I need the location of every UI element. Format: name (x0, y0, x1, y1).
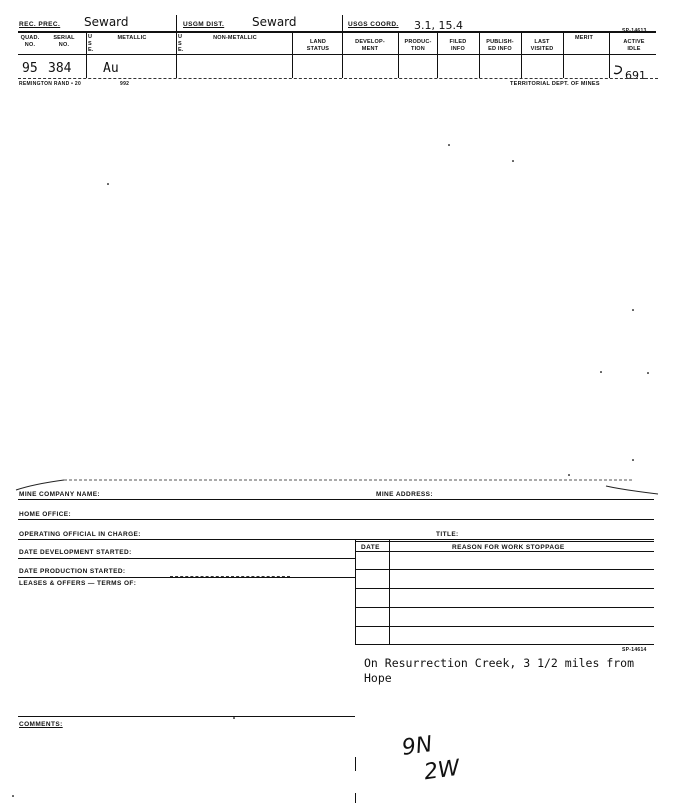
rec-prec-label: REC. PREC. (19, 21, 61, 28)
column-header-rule (18, 54, 656, 55)
rule (18, 519, 654, 520)
divider (86, 32, 87, 78)
divider (355, 793, 356, 803)
rule (18, 558, 355, 559)
footer-left-code: 992 (120, 81, 130, 87)
handwritten-range: 2W (422, 755, 462, 786)
operating-official-label: OPERATING OFFICIAL IN CHARGE: (19, 531, 141, 538)
speck (600, 371, 602, 373)
col-land-status: LAND STATUS (306, 39, 330, 52)
divider (176, 15, 177, 78)
col-last-visited: LAST VISITED (530, 39, 554, 52)
rule (18, 539, 654, 540)
footer-right: TERRITORIAL DEPT. OF MINES (510, 81, 600, 87)
col-production: PRODUC- TION (404, 39, 432, 52)
date-production-started-label: DATE PRODUCTION STARTED: (19, 568, 126, 575)
col-use-nonmetallic: U S E. (178, 34, 184, 53)
mine-address-label: MINE ADDRESS: (376, 491, 433, 498)
speck (233, 717, 235, 719)
col-use-metallic: U S E. (88, 34, 94, 53)
comments-rule (18, 716, 355, 717)
mine-company-name-label: MINE COMPANY NAME: (19, 491, 100, 498)
table-rule (356, 551, 654, 552)
usgs-coord-value: 3.1, 15.4 (414, 19, 463, 32)
table-rule (356, 569, 654, 570)
rule (356, 541, 654, 542)
divider (355, 757, 356, 771)
divider (342, 15, 343, 78)
reason-header: REASON FOR WORK STOPPAGE (452, 544, 565, 551)
col-filed-info: FILED INFO (449, 39, 467, 52)
col-published-info: PUBLISH- ED INFO (486, 39, 514, 52)
usgm-dist-label: USGM DIST. (183, 21, 225, 28)
speck (647, 372, 649, 374)
comments-label: COMMENTS: (19, 721, 63, 728)
table-rule (356, 644, 654, 645)
location-note: On Resurrection Creek, 3 1/2 miles from Hope (364, 656, 635, 685)
speck (448, 144, 450, 146)
date-development-started-label: DATE DEVELOPMENT STARTED: (19, 549, 132, 556)
rule (18, 499, 654, 500)
speck (107, 183, 109, 185)
table-rule (356, 626, 654, 627)
divider (292, 32, 293, 78)
bottom-form-number: SP-14614 (622, 647, 647, 653)
home-office-label: HOME OFFICE: (19, 511, 72, 518)
card-top-edge (14, 472, 660, 500)
divider (563, 32, 564, 78)
rule (18, 577, 355, 578)
leases-offers-label: LEASES & OFFERS — TERMS OF: (19, 580, 137, 587)
header-rule (18, 31, 656, 33)
table-left-edge (355, 539, 356, 645)
date-header: DATE (361, 544, 380, 551)
form-number: SP-14613 (622, 28, 647, 34)
col-quad-no: QUAD. NO. (20, 35, 40, 48)
active-idle-value: 691 (625, 69, 646, 82)
date-column-divider (389, 539, 390, 645)
serial-value: 384 (48, 61, 72, 76)
bottom-dashed-rule (18, 78, 658, 79)
speck (512, 160, 514, 162)
col-metallic: METALLIC (117, 35, 147, 41)
col-development: DEVELOP- MENT (355, 39, 385, 52)
footer-left: REMINGTON RAND • 20 (19, 81, 82, 87)
rec-prec-value: Seward (84, 15, 129, 29)
speck (12, 795, 14, 797)
speck (632, 309, 634, 311)
quad-value: 95 (22, 61, 38, 76)
col-merit: MERIT (574, 35, 594, 41)
title-label: TITLE: (436, 531, 459, 538)
col-serial-no: SERIAL NO. (53, 35, 75, 48)
col-active-idle: ACTIVE IDLE (623, 39, 645, 52)
table-rule (356, 588, 654, 589)
divider (609, 32, 610, 78)
table-rule (356, 607, 654, 608)
usgs-coord-label: USGS COORD. (348, 21, 399, 28)
usgm-dist-value: Seward (252, 15, 297, 29)
handwritten-mark (612, 62, 628, 78)
speck (632, 459, 634, 461)
handwritten-township: 9N (400, 732, 435, 761)
metallic-value: Au (103, 61, 119, 76)
col-non-metallic: NON-METALLIC (213, 35, 257, 41)
